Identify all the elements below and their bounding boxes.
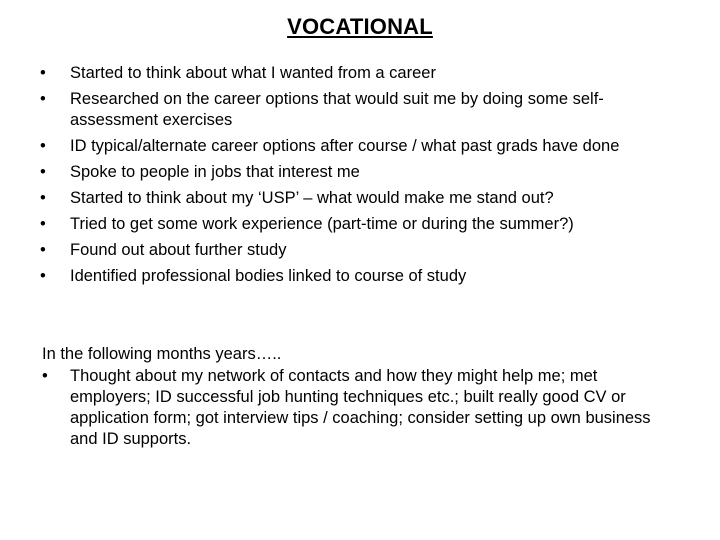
bullet-icon: • — [40, 215, 46, 233]
bullet-icon: • — [40, 241, 46, 259]
vocational-bullet-list — [40, 63, 680, 292]
followup-heading: In the following months years….. — [42, 345, 282, 363]
list-item-text: Started to think about what I wanted from a career — [70, 64, 436, 82]
list-item-text: Spoke to people in jobs that interest me — [70, 163, 360, 181]
followup-bullet-list — [42, 366, 682, 450]
list-item-text: ID typical/alternate career options after course / what past grads have done — [70, 137, 620, 155]
list-item — [40, 63, 680, 84]
followup-section — [42, 344, 682, 450]
bullet-icon: • — [40, 163, 46, 181]
bullet-icon: • — [40, 267, 46, 285]
list-item — [40, 136, 680, 157]
list-item-text: Researched on the career options that would suit me by doing some self-assessment exercises — [70, 90, 604, 129]
list-item — [42, 366, 682, 450]
list-item — [40, 162, 680, 183]
bullet-icon: • — [40, 64, 46, 82]
list-item-text: Started to think about my ‘USP’ – what would make me stand out? — [70, 189, 554, 207]
list-item — [40, 240, 680, 261]
list-item-text: Thought about my network of contacts and how they might help me; met employers; ID successful job hunting techniques etc.; built really good CV or application form; got interview tips / coaching; consider setting up own business and ID supports. — [70, 367, 651, 448]
list-item — [40, 89, 680, 131]
bullet-icon: • — [40, 90, 46, 108]
bullet-icon: • — [42, 367, 48, 385]
bullet-icon: • — [40, 137, 46, 155]
list-item — [40, 214, 680, 235]
list-item-text: Tried to get some work experience (part-time or during the summer?) — [70, 215, 574, 233]
list-item — [40, 266, 680, 287]
list-item-text: Found out about further study — [70, 241, 287, 259]
bullet-icon: • — [40, 189, 46, 207]
slide-title: VOCATIONAL — [287, 14, 433, 39]
list-item — [40, 188, 680, 209]
list-item-text: Identified professional bodies linked to course of study — [70, 267, 467, 285]
